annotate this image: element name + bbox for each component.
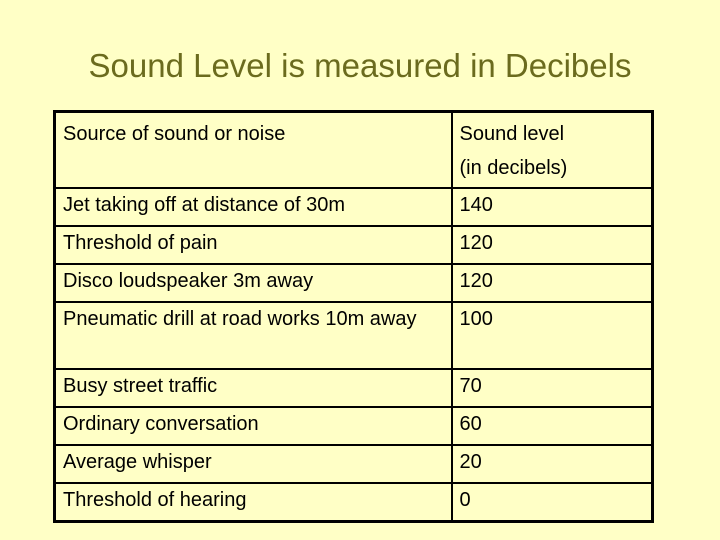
header-sound-level-line1: Sound level [459, 123, 565, 145]
table-row [55, 407, 653, 445]
level-cell: 0 [452, 483, 653, 522]
table-row [55, 188, 653, 226]
table-row [55, 226, 653, 264]
level-cell: 140 [452, 188, 653, 226]
level-cell: 120 [452, 226, 653, 264]
header-sound-level [452, 112, 653, 189]
header-source: Source of sound or noise [55, 112, 452, 189]
source-cell: Disco loudspeaker 3m away [55, 264, 452, 302]
table-row [55, 369, 653, 407]
source-cell: Pneumatic drill at road works 10m away [55, 302, 452, 369]
level-cell: 120 [452, 264, 653, 302]
level-cell: 100 [452, 302, 653, 369]
table-row [55, 302, 653, 369]
header-sound-level-line2: (in decibels) [459, 157, 568, 179]
source-cell: Busy street traffic [55, 369, 452, 407]
source-cell: Average whisper [55, 445, 452, 483]
source-cell: Jet taking off at distance of 30m [55, 188, 452, 226]
table-row [55, 483, 653, 522]
table-header-row [55, 112, 653, 189]
slide-title: Sound Level is measured in Decibels [88, 47, 632, 84]
table-row [55, 264, 653, 302]
source-cell: Threshold of hearing [55, 483, 452, 522]
source-cell: Threshold of pain [55, 226, 452, 264]
sound-level-table [53, 110, 654, 523]
level-cell: 20 [452, 445, 653, 483]
level-cell: 60 [452, 407, 653, 445]
table-row [55, 445, 653, 483]
level-cell: 70 [452, 369, 653, 407]
source-cell: Ordinary conversation [55, 407, 452, 445]
